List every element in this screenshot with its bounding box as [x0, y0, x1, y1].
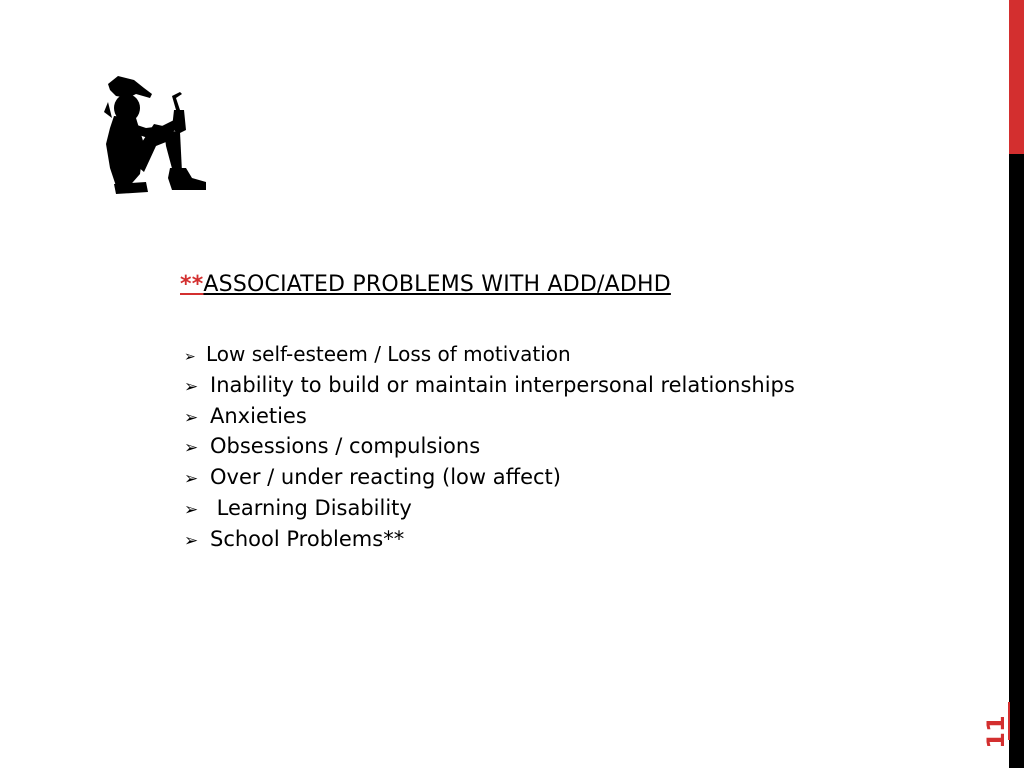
slide-number: 11: [982, 715, 1010, 749]
bullet-text: Inability to build or maintain interpersonal relationships: [210, 372, 795, 397]
bullet-text: Learning Disability: [210, 495, 412, 520]
bullet-text: Anxieties: [210, 403, 307, 428]
bullet-item: [184, 339, 795, 370]
arrow-bullet-icon: ➢: [184, 376, 199, 397]
arrow-bullet-icon: ➢: [184, 438, 199, 459]
bullet-item: [184, 524, 795, 555]
bullet-item: [184, 462, 795, 493]
bullet-item: [184, 431, 795, 462]
bullet-item: [184, 493, 795, 524]
bullet-item: [184, 370, 795, 401]
arrow-bullet-icon: ➢: [184, 469, 199, 490]
arrow-bullet-icon: ➢: [184, 407, 199, 428]
arrow-bullet-icon: ➢: [184, 349, 196, 365]
heading-title: ASSOCIATED PROBLEMS WITH ADD/ADHD: [203, 272, 671, 297]
bullet-item: [184, 401, 795, 432]
seated-child-silhouette-icon: [100, 72, 210, 197]
bullet-list: [184, 339, 795, 555]
sidebar-bar: [1009, 154, 1024, 768]
accent-bar: [1009, 0, 1024, 154]
bullet-text: Low self-esteem / Loss of motivation: [206, 342, 571, 366]
slide-heading: [180, 272, 671, 297]
arrow-bullet-icon: ➢: [184, 530, 199, 551]
arrow-bullet-icon: ➢: [184, 499, 199, 520]
bullet-text: School Problems**: [210, 526, 405, 551]
bullet-text: Over / under reacting (low affect): [210, 465, 561, 490]
bullet-text: Obsessions / compulsions: [210, 434, 481, 459]
heading-marker: **: [180, 272, 204, 297]
